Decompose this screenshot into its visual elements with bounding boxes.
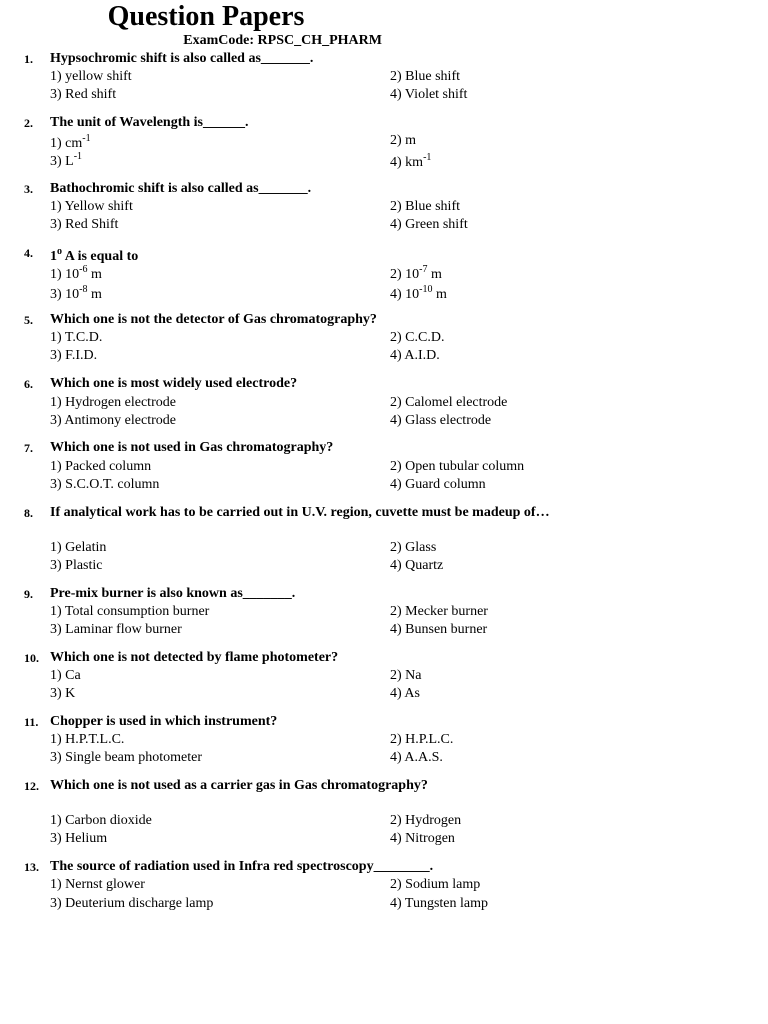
option-1: 1) Nernst glower <box>50 877 145 892</box>
option-text: 2) m <box>390 133 417 148</box>
option-2: 2) Open tubular column <box>390 459 525 474</box>
question-number: 10. <box>24 651 39 665</box>
question-text: Which one is not used in Gas chromatography? <box>50 440 334 455</box>
option-2 <box>390 132 416 150</box>
option-1: 1) Gelatin <box>50 540 107 555</box>
option-2: 2) Hydrogen <box>390 813 462 828</box>
question-number: 6. <box>24 377 33 391</box>
option-3 <box>50 153 82 171</box>
option-1 <box>50 135 91 153</box>
option-3: 3) Red Shift <box>50 217 119 232</box>
question-text: Chopper is used in which instrument? <box>50 714 278 729</box>
option-3: 3) $10^{-8}$ m <box>50 284 102 302</box>
option-1: 1) yellow shift <box>50 69 132 84</box>
question-number: 9. <box>24 587 33 601</box>
question-text: Which one is not the detector of Gas chromatography? <box>50 312 377 327</box>
question-number: 1. <box>24 52 33 66</box>
option-4: 4) A.A.S. <box>390 750 443 765</box>
question-number: 11. <box>24 715 39 729</box>
option-1: 1) Hydrogen electrode <box>50 395 176 410</box>
question-text: If analytical work has to be carried out in U.V. region, cuvette must be madeup of… <box>50 505 550 520</box>
option-2: 2) Glass <box>390 540 437 555</box>
option-1: 1) Packed column <box>50 459 152 474</box>
option-superscript: -1 <box>73 151 83 162</box>
option-3: 3) Single beam photometer <box>50 750 203 765</box>
option-1: 1) Yellow shift <box>50 199 133 214</box>
option-3: 3) F.I.D. <box>50 348 98 363</box>
option-2: 2) $10^{-7}$ m <box>390 264 442 282</box>
question-text: 1$^o$ A is equal to <box>50 246 139 264</box>
option-3: 3) Helium <box>50 831 108 846</box>
option-1: 1) T.C.D. <box>50 330 103 345</box>
question-number: 13. <box>24 860 39 874</box>
option-3: 3) S.C.O.T. column <box>50 477 160 492</box>
option-4: 4) Nitrogen <box>390 831 455 846</box>
option-2: 2) Na <box>390 668 422 683</box>
option-1: 1) Total consumption burner <box>50 604 210 619</box>
option-3: 3) Laminar flow burner <box>50 622 182 637</box>
option-3: 3) Deuterium discharge lamp <box>50 896 214 911</box>
question-number: 12. <box>24 779 39 793</box>
option-4: 4) Guard column <box>390 477 486 492</box>
option-2: 2) Mecker burner <box>390 604 488 619</box>
option-2: 2) Blue shift <box>390 199 460 214</box>
option-3: 3) Red shift <box>50 87 117 102</box>
option-4: 4) Green shift <box>390 217 468 232</box>
question-text: Pre-mix burner is also known as_______. <box>50 586 296 601</box>
question-text: Bathochromic shift is also called as_______. <box>50 181 312 196</box>
question-text: Which one is not detected by flame photometer? <box>50 650 339 665</box>
option-2: 2) Blue shift <box>390 69 460 84</box>
option-4: 4) Violet shift <box>390 87 468 102</box>
option-4: 4) Bunsen burner <box>390 622 488 637</box>
question-number: 4. <box>24 246 33 260</box>
exam-code: ExamCode: RPSC_CH_PHARM <box>183 33 382 48</box>
option-1: 1) H.P.T.L.C. <box>50 732 125 747</box>
option-text: 1) cm <box>50 136 83 151</box>
option-3: 3) K <box>50 686 76 701</box>
option-4 <box>390 154 431 172</box>
option-text: 4) km <box>390 155 424 170</box>
question-number: 2. <box>24 116 33 130</box>
option-4: 4) Quartz <box>390 558 444 573</box>
question-text: Hypsochromic shift is also called as_______. <box>50 51 314 66</box>
option-4: 4) Tungsten lamp <box>390 896 489 911</box>
option-1: 1) $10^{-6}$ m <box>50 264 102 282</box>
question-number: 3. <box>24 182 33 196</box>
option-text: 3) L <box>50 154 74 169</box>
option-superscript: -1 <box>82 133 91 144</box>
question-number: 5. <box>24 313 33 327</box>
option-2: 2) C.C.D. <box>390 330 445 345</box>
option-4: 4) As <box>390 686 420 701</box>
question-text: The unit of Wavelength is______. <box>50 115 249 130</box>
option-1: 1) Ca <box>50 668 81 683</box>
option-3: 3) Antimony electrode <box>50 413 176 428</box>
question-number: 8. <box>24 506 33 520</box>
option-4: 4) $10^{-10}$ m <box>390 284 447 302</box>
option-4: 4) Glass electrode <box>390 413 492 428</box>
option-4: 4) A.I.D. <box>390 348 440 363</box>
option-2: 2) Calomel electrode <box>390 395 508 410</box>
option-3: 3) Plastic <box>50 558 103 573</box>
question-text: Which one is most widely used electrode? <box>50 376 298 391</box>
question-number: 7. <box>24 441 33 455</box>
option-superscript: -1 <box>423 152 432 163</box>
option-2: 2) Sodium lamp <box>390 877 481 892</box>
page-title: Question Papers <box>107 1 305 32</box>
option-2: 2) H.P.L.C. <box>390 732 454 747</box>
option-1: 1) Carbon dioxide <box>50 813 152 828</box>
question-text: Which one is not used as a carrier gas in Gas chromatography? <box>50 778 428 793</box>
question-text: The source of radiation used in Infra red spectroscopy________. <box>50 859 434 874</box>
